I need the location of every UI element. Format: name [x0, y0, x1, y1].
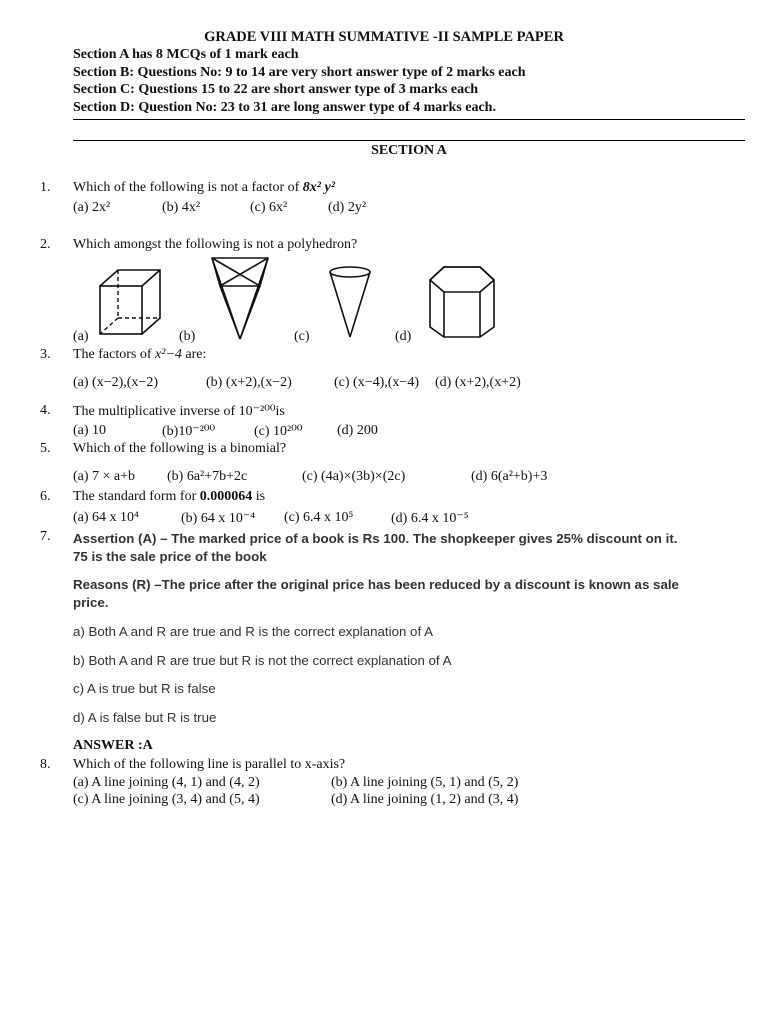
assertion-line-2: 75 is the sale price of the book	[73, 549, 267, 564]
q7-option-c: c) A is true but R is false	[73, 681, 216, 696]
q4-option-c: (c) 10²⁰⁰	[254, 424, 303, 439]
question-2: Which amongst the following is not a polyhedron?	[73, 237, 358, 252]
assertion-line-1: Assertion (A) – The marked price of a book is Rs 100. The shopkeeper gives 25% discount on it.	[73, 531, 678, 546]
cone-icon	[326, 264, 374, 340]
answer-label: ANSWER :A	[73, 738, 153, 753]
q2-label-a: (a)	[73, 329, 89, 344]
q2-label-d: (d)	[395, 329, 412, 344]
instruction-line-3: Section C: Questions 15 to 22 are short answer type of 3 marks each	[73, 82, 479, 97]
q4-option-a: (a) 10	[73, 423, 107, 438]
question-5: Which of the following is a binomial?	[73, 441, 287, 456]
section-title: SECTION A	[371, 143, 447, 158]
q8-option-c: (c) A line joining (3, 4) and (5, 4)	[73, 792, 260, 807]
q2-label-c: (c)	[294, 329, 310, 344]
question-number: 1.	[40, 180, 51, 195]
q6-option-b: (b) 64 x 10⁻⁴	[181, 511, 256, 526]
q1-option-a: (a) 2x²	[73, 200, 111, 215]
question-number: 6.	[40, 489, 51, 504]
q5-option-c: (c) (4a)×(3b)×(2c)	[302, 469, 406, 484]
bold-number: 0.000064	[199, 489, 253, 504]
divider-bottom	[73, 140, 745, 141]
divider-top	[73, 119, 745, 120]
q3-option-c: (c) (x−4),(x−4)	[334, 375, 419, 390]
question-3	[73, 347, 206, 363]
inverted-pyramid-icon	[206, 254, 274, 342]
question-number: 3.	[40, 347, 51, 362]
q5-option-b: (b) 6a²+7b+2c	[167, 469, 248, 484]
question-number: 4.	[40, 403, 51, 418]
question-text: Which of the following is not a factor of	[73, 180, 303, 195]
instruction-line-2: Section B: Questions No: 9 to 14 are very short answer type of 2 marks each	[73, 65, 526, 80]
q7-option-d: d) A is false but R is true	[73, 710, 217, 725]
question-text: The multiplicative inverse of	[73, 404, 239, 419]
q6-option-d: (d) 6.4 x 10⁻⁵	[391, 511, 469, 526]
q7-option-b: b) Both A and R are true but R is not the correct explanation of A	[73, 653, 452, 668]
math-expression: x²−4	[155, 347, 182, 362]
question-text: The factors of	[73, 347, 156, 362]
question-number: 8.	[40, 757, 51, 772]
question-1	[73, 180, 335, 196]
question-text-end: are:	[181, 347, 207, 362]
question-number: 2.	[40, 237, 51, 252]
hexagonal-prism-icon	[426, 264, 498, 340]
q2-label-b: (b)	[179, 329, 196, 344]
q3-option-a: (a) (x−2),(x−2)	[73, 375, 158, 390]
question-text: The standard form for	[73, 489, 200, 504]
math-expression: 8x² y²	[302, 180, 335, 195]
paper-title: GRADE VIII MATH SUMMATIVE -II SAMPLE PAPER	[204, 29, 564, 45]
question-text-end: is	[252, 489, 266, 504]
q6-option-a: (a) 64 x 10⁴	[73, 510, 139, 525]
q1-option-b: (b) 4x²	[162, 200, 201, 215]
reason-line-2: price.	[73, 595, 109, 610]
q3-option-d: (d) (x+2),(x+2)	[435, 375, 521, 390]
reason-line-1: Reasons (R) –The price after the original price has been reduced by a discount is known as sale	[73, 577, 679, 592]
instruction-line-1: Section A has 8 MCQs of 1 mark each	[73, 47, 299, 62]
q6-option-c: (c) 6.4 x 10⁵	[284, 510, 354, 525]
q3-option-b: (b) (x+2),(x−2)	[206, 375, 292, 390]
q4-option-d: (d) 200	[337, 423, 378, 438]
q4-option-b: (b)10⁻²⁰⁰	[162, 424, 216, 439]
instruction-line-4: Section D: Question No: 23 to 31 are long answer type of 4 marks each.	[73, 100, 496, 115]
question-number: 7.	[40, 529, 51, 544]
question-8: Which of the following line is parallel to x-axis?	[73, 757, 346, 772]
q1-option-c: (c) 6x²	[250, 200, 288, 215]
question-6	[73, 489, 265, 505]
q1-option-d: (d) 2y²	[328, 200, 367, 215]
question-4	[73, 403, 285, 420]
q5-option-a: (a) 7 × a+b	[73, 469, 136, 484]
question-number: 5.	[40, 441, 51, 456]
q8-option-d: (d) A line joining (1, 2) and (3, 4)	[331, 792, 519, 807]
q7-option-a: a) Both A and R are true and R is the correct explanation of A	[73, 624, 433, 639]
q8-option-a: (a) A line joining (4, 1) and (4, 2)	[73, 775, 260, 790]
cube-icon	[96, 268, 164, 338]
q5-option-d: (d) 6(a²+b)+3	[471, 469, 548, 484]
math-expression: 10⁻²⁰⁰	[238, 404, 276, 419]
question-text-end: is	[275, 404, 285, 419]
q8-option-b: (b) A line joining (5, 1) and (5, 2)	[331, 775, 519, 790]
